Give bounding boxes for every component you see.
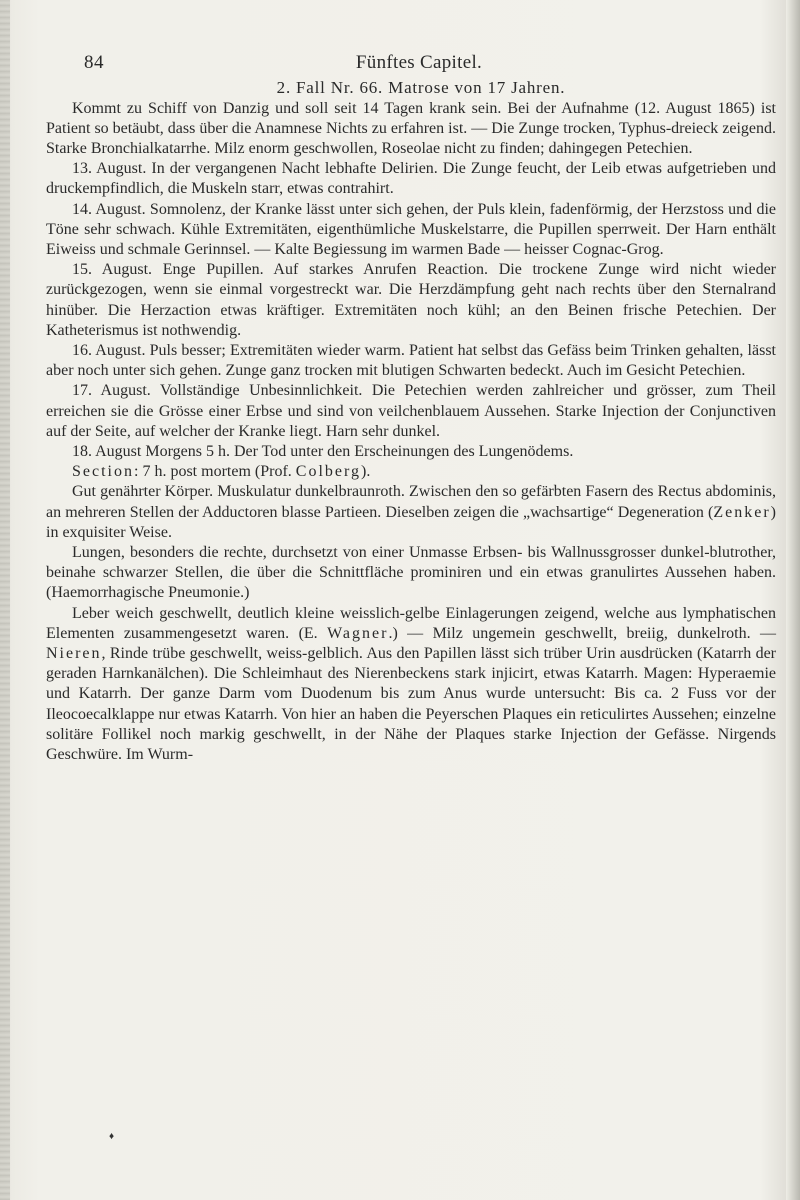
chapter-title: Fünftes Capitel.: [355, 52, 483, 73]
paragraph-aug-15: 15. August. Enge Pupillen. Auf starkes Anrufen Reaction. Die trockene Zunge wird nicht wieder zurückgezogen, wenn sie einmal vorgestreckt war. Die Herzdämpfung geht nach rechts über den Sternalrand hinüber. Die Herzaction etwas kräftiger. Extremitäten noch kühl; an den Beinen frische Petechien. Der Katheterismus ist nothwendig.: [46, 261, 776, 339]
case-title: 2. Fall Nr. 66. Matrose von 17 Jahren.: [276, 78, 566, 97]
zenker-name: Zenker: [713, 503, 771, 521]
paragraph-organs: [46, 604, 776, 766]
paragraph-aug-13: 13. August. In der vergangenen Nacht lebhafte Delirien. Die Zunge feucht, der Leib etwas aufgetrieben und druckempfindlich, die Muskeln starr, etwas contrahirt.: [46, 160, 776, 198]
section-closing: ).: [361, 463, 371, 481]
nieren-label: Nieren: [46, 644, 102, 662]
paragraph-aug-18: 18. August Morgens 5 h. Der Tod unter den Erscheinungen des Lungenödems.: [72, 442, 574, 460]
page-mark: ♦: [109, 1131, 115, 1142]
body-text: [46, 78, 776, 765]
section-label: Section: [72, 463, 134, 481]
organs-text-liver: Leber weich geschwellt, deutlich kleine weisslich-gelbe Einlagerungen zeigend, welche aus lymphatischen Elementen zusammengesetzt waren. (E.: [46, 604, 776, 642]
body-findings-text: Gut genährter Körper. Muskulatur dunkelbraunroth. Zwischen den so gefärbten Fasern des Rectus abdominis, an mehreren Stellen der Adductoren blasse Partieen. Dieselben zeigen die „wachsartige“ Degeneration (: [46, 483, 776, 521]
page-edge-shadow: [786, 0, 800, 1200]
paragraph-aug-17: 17. August. Vollständige Unbesinnlichkeit. Die Petechien werden zahlreicher und grösser, zum Theil erreichen sie die Grösse einer Erbse und sind von veilchenblauem Aussehen. Starke Injection der Conjunctiven auf der Seite, auf welcher der Kranke liegt. Harn sehr dunkel.: [46, 382, 776, 440]
professor-name: Colberg: [295, 463, 362, 481]
paragraph-anamnesis: Kommt zu Schiff von Danzig und soll seit 14 Tagen krank sein. Bei der Aufnahme (12. August 1865) ist Patient so betäubt, dass über die Anamnese Nichts zu erfahren ist. — Die Zunge trocken, Typhus-dreieck zeigend. Starke Bronchialkatarrhe. Milz enorm geschwollen, Roseolae nicht zu finden; dahingegen Petechien.: [46, 99, 776, 157]
organs-text-spleen: .) — Milz ungemein geschwellt, breiig, dunkelroth. —: [388, 624, 776, 642]
paragraph-body-findings: [46, 482, 776, 543]
paragraph-aug-14: 14. August. Somnolenz, der Kranke lässt unter sich gehen, der Puls klein, fadenförmig, der Herzstoss und die Töne sehr schwach. Kühle Extremitäten, eigenthümliche Muskelstarre, die Pupillen sperrweit. Der Harn enthält Eiweiss und schmale Gerinnsel. — Kalte Begiessung im warmen Bade — heisser Cognac-Grog.: [46, 200, 776, 258]
section-time: : 7 h. post mortem (Prof.: [134, 463, 296, 481]
organs-text-rest: , Rinde trübe geschwellt, weiss-gelblich. Aus den Papillen lässt sich trüber Urin ausdrücken (Katarrh der geraden Harnkanälchen). Die Schleimhaut des Nierenbeckens stark injicirt, etwas Katarrh. Magen: Hyperaemie und Katarrh. Der ganze Darm vom Duodenum bis zum Anus wurde untersucht: Bis ca. 2 Fuss vor der Ileocoecalklappe nur etwas Katarrh. Von hier an haben die Peyerschen Plaques ein reticulirtes Aussehen; einzelne solitäre Follikel noch markig geschwellt, in der Nähe der Plaques starke Injection der Gefässe. Nirgends Geschwüre. Im Wurm-: [46, 644, 776, 763]
running-head: [84, 52, 754, 76]
paragraph-lungs: Lungen, besonders die rechte, durchsetzt von einer Unmasse Erbsen- bis Wallnussgrosser dunkel-blutrother, beinahe schwarzer Stellen, die über die Schnittfläche prominiren und ein etwas granulirtes Aussehen haben. (Haemorrhagische Pneumonie.): [46, 543, 776, 602]
wagner-name: Wagner: [327, 624, 389, 642]
section-line: [46, 462, 776, 482]
binding-shadow: [0, 0, 10, 1200]
page-number: 84: [84, 52, 104, 73]
paragraph-aug-16: 16. August. Puls besser; Extremitäten wieder warm. Patient hat selbst das Gefäss beim Trinken gehalten, lässt aber noch unter sich gehen. Zunge ganz trocken mit blutigen Schwarten bedeckt. Auch im Gesicht Petechien.: [46, 341, 776, 380]
body-findings-end: ) in exquisiter Weise.: [46, 503, 776, 541]
